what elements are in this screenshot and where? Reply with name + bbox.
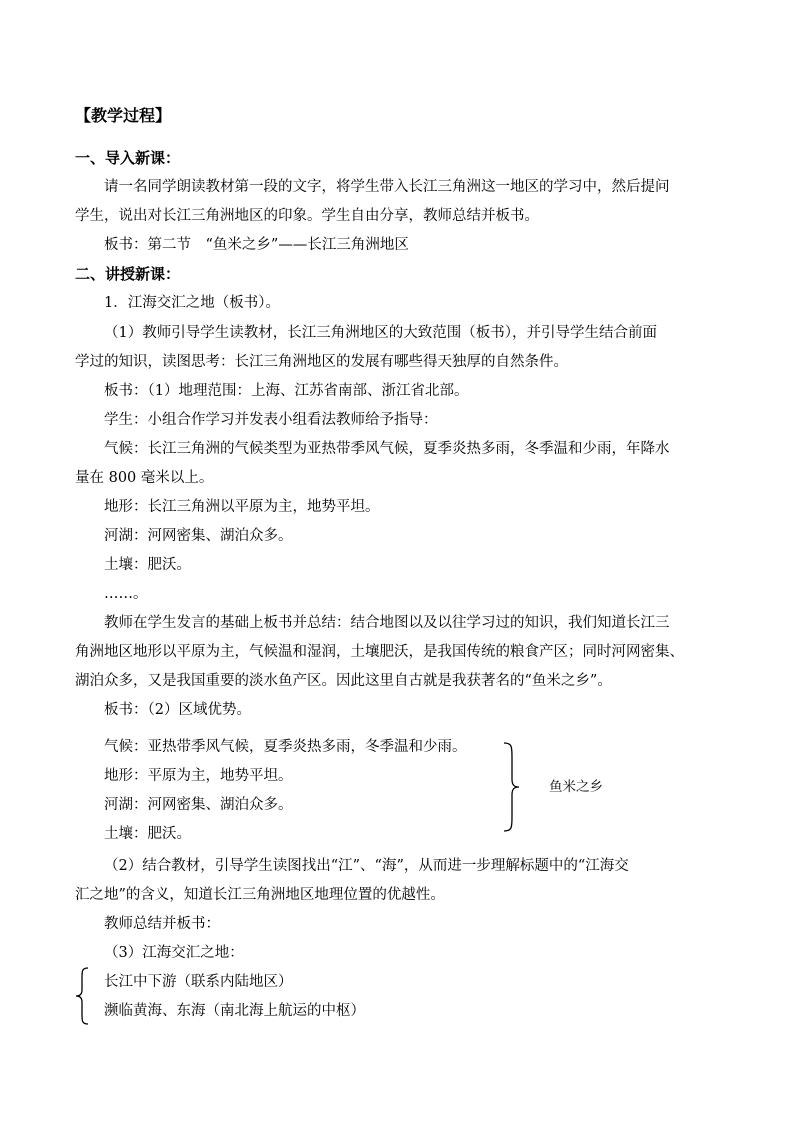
board-list-item: 河湖：河网密集、湖泊众多。 <box>104 797 293 813</box>
paragraph-line: 气候：长江三角洲的气候类型为亚热带季风气候，夏季炎热多雨，冬季温和少雨，年降水 <box>104 441 670 457</box>
board-note: 板书：（2）区域优势。 <box>104 702 251 718</box>
paragraph-line: 土壤：肥沃。 <box>104 557 191 573</box>
brace-label: 鱼米之乡 <box>549 779 603 795</box>
board-list-item: 土壤：肥沃。 <box>104 826 191 842</box>
heading-new-lesson: 二、讲授新课： <box>75 265 181 283</box>
section-title: 【教学过程】 <box>75 106 172 125</box>
paragraph-line: 请一名同学朗读教材第一段的文字，将学生带入长江三角洲这一地区的学习中，然后提问 <box>104 179 670 195</box>
paragraph-line: 河湖：河网密集、湖泊众多。 <box>104 528 293 544</box>
board-list-item: 地形：平原为主，地势平坦。 <box>104 768 293 784</box>
right-brace <box>502 741 522 833</box>
paragraph-line: 量在 800 毫米以上。 <box>75 470 214 486</box>
paragraph-line: 学生，说出对长江三角洲地区的印象。学生自由分享，教师总结并板书。 <box>75 208 539 224</box>
paragraph-line: 学生：小组合作学习并发表小组看法教师给予指导： <box>104 412 438 428</box>
left-brace <box>74 966 90 1026</box>
paragraph-line: 学过的知识，读图思考：长江三角洲地区的发展有哪些得天独厚的自然条件。 <box>75 354 568 370</box>
paragraph-line: 教师总结并板书： <box>104 916 220 932</box>
paragraph-line: 湖泊众多，又是我国重要的淡水鱼产区。因此这里自古就是我获著名的“鱼米之乡”。 <box>75 673 612 689</box>
paragraph-line: （2）结合教材，引导学生读图找出“江”、“海”，从而进一步理解标题中的“江海交 <box>104 858 629 874</box>
board-note: 板书：第二节 “鱼米之乡”——长江三角洲地区 <box>104 237 409 253</box>
paragraph-line: ……。 <box>104 586 148 602</box>
subsection-title: 1．江海交汇之地（板书）。 <box>104 295 280 311</box>
paragraph-line: 角洲地区地形以平原为主，气候温和湿润，土壤肥沃，是我国传统的粮食产区；同时河网密集、 <box>75 644 684 660</box>
paragraph-line: （1）教师引导学生读教材，长江三角洲地区的大致范围（板书），并引导学生结合前面 <box>104 325 657 341</box>
board-list-item: 长江中下游（联系内陆地区） <box>104 974 293 990</box>
board-note: （3）江海交汇之地： <box>104 945 244 961</box>
paragraph-line: 地形：长江三角洲以平原为主，地势平坦。 <box>104 499 380 515</box>
board-list-item: 气候：亚热带季风气候，夏季炎热多雨，冬季温和少雨。 <box>104 739 467 755</box>
paragraph-line: 汇之地”的含义，知道长江三角洲地区地理位置的优越性。 <box>75 887 445 903</box>
board-list-item: 濒临黄海、东海（南北海上航运的中枢） <box>104 1003 365 1019</box>
board-note: 板书：（1）地理范围：上海、江苏省南部、浙江省北部。 <box>104 383 469 399</box>
heading-intro: 一、导入新课： <box>75 149 181 167</box>
paragraph-line: 教师在学生发言的基础上板书并总结：结合地图以及以往学习过的知识，我们知道长江三 <box>104 615 670 631</box>
